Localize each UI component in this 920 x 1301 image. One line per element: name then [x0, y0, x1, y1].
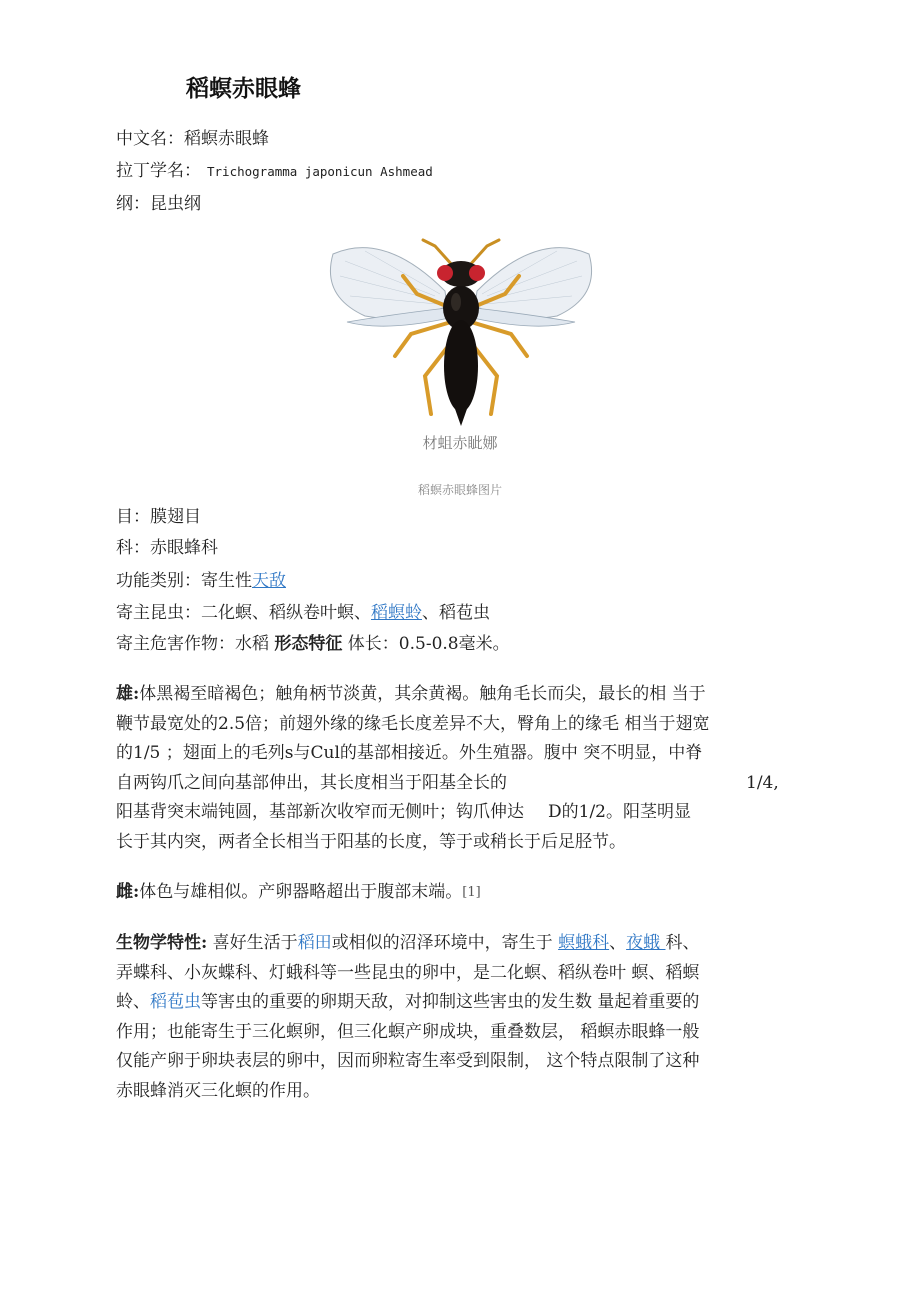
male-text-4: 自两钩爪之间向基部伸出，其长度相当于阳基全长的 — [116, 772, 507, 793]
bio-line-6: 赤眼蜂消灭三化螟的作用。 — [116, 1080, 320, 1101]
function-prefix: 功能类别：寄生性 — [116, 571, 252, 591]
bio-text-1a: 喜好生活于 — [207, 933, 298, 953]
family-field: 科：赤眼蜂科 — [116, 538, 218, 558]
host-suffix: 、稻苞虫 — [422, 603, 490, 623]
crop-prefix: 寄主危害作物：水稻 — [116, 634, 275, 654]
figure-caption: 稻螟赤眼蜂图片 — [417, 483, 502, 497]
male-text-1: 体黑褐至暗褐色；触角柄节淡黄，其余黄褐。触角毛长而尖，最长的相 当于 — [139, 684, 706, 704]
crop-suffix: 体长：0.5-0.8毫米。 — [342, 634, 510, 654]
chinese-name-field: 中文名：稻螟赤眼蜂 — [116, 129, 269, 149]
order-field: 目：膜翅目 — [116, 507, 201, 527]
host-insect-field — [116, 601, 490, 625]
latin-name-value: Trichogramma japonicun Ashmead — [207, 164, 433, 179]
page-title: 稻螟赤眼蜂 — [186, 76, 301, 102]
male-line-2: 鞭节最宽处的2.5倍；前翅外缘的缘毛长度差异不大，臀角上的缘毛 相当于翅宽 — [116, 713, 710, 734]
host-crop-field — [116, 632, 510, 656]
female-paragraph — [116, 878, 806, 908]
wasp-image — [325, 236, 597, 432]
male-line-3: 的1/5 ；翅面上的毛列s与Cul的基部相接近。外生殖器。腹中 突不明显，中脊 — [116, 743, 703, 763]
bio-text-1c: 、 — [609, 933, 627, 953]
bio-text-3a: 蛉、 — [116, 992, 150, 1012]
male-paragraph — [116, 680, 806, 857]
male-line-6: 长于其内突，两者全长相当于阳基的长度，等于或稍长于后足胫节。 — [116, 831, 626, 852]
bio-line-3 — [116, 988, 806, 1018]
female-text: 体色与雄相似。产卵器略超出于腹部末端。 — [139, 882, 463, 902]
biology-paragraph — [116, 929, 806, 1106]
bio-text-1d: 科、 — [665, 933, 700, 953]
female-line — [116, 878, 806, 908]
bio-line-1 — [116, 929, 806, 959]
bio-text-1b: 或相似的沼泽环境中，寄生于 — [331, 933, 559, 953]
image-watermark: 材蛆赤眦娜 — [422, 434, 498, 452]
male-label: 雄: — [116, 684, 140, 704]
latin-name-field — [116, 159, 433, 184]
host-prefix: 寄主昆虫：二化螟、稻纵卷叶螟、 — [116, 603, 371, 623]
bio-text-3b: 等害虫的重要的卵期天敌，对抑制这些害虫的发生数 量起着重要的 — [201, 992, 700, 1012]
female-label: 雌: — [116, 882, 140, 902]
rice-skipper-link[interactable]: 稻苞虫 — [150, 992, 201, 1012]
male-text-4b: 1/4, — [746, 772, 779, 793]
function-field — [116, 569, 286, 593]
pyralidae-link[interactable]: 螟蛾科 — [558, 933, 610, 953]
bio-label: 生物学特性: — [116, 933, 208, 953]
citation-ref[interactable]: [1] — [462, 885, 481, 900]
rice-looper-link[interactable]: 稻螟蛉 — [371, 603, 422, 623]
male-line-4 — [116, 769, 806, 799]
male-text-5b: D的1/2。阳茎明显 — [548, 802, 691, 822]
bio-line-2: 弄蝶科、小灰蝶科、灯蛾科等一些昆虫的卵中，是二化螟、稻纵卷叶 螟、稻螟 — [116, 962, 700, 983]
male-line-1 — [116, 680, 806, 710]
male-line-5 — [116, 798, 806, 828]
morphology-heading: 形态特征 — [274, 634, 343, 654]
rice-field-link[interactable]: 稻田 — [297, 933, 332, 953]
noctuidae-link[interactable]: 夜蛾 — [626, 933, 666, 953]
latin-name-label: 拉丁学名： — [116, 161, 201, 181]
class-field: 纲：昆虫纲 — [116, 194, 201, 214]
male-text-5: 阳基背突末端钝圆，基部新次收窄而无侧叶；钩爪伸达 — [116, 802, 524, 822]
natural-enemy-link[interactable]: 天敌 — [252, 571, 286, 591]
bio-line-5: 仅能产卵于卵块表层的卵中，因而卵粒寄生率受到限制， 这个特点限制了这种 — [116, 1051, 700, 1071]
bio-line-4: 作用；也能寄生于三化螟卵，但三化螟产卵成块，重叠数层， 稻螟赤眼蜂一般 — [116, 1021, 700, 1042]
